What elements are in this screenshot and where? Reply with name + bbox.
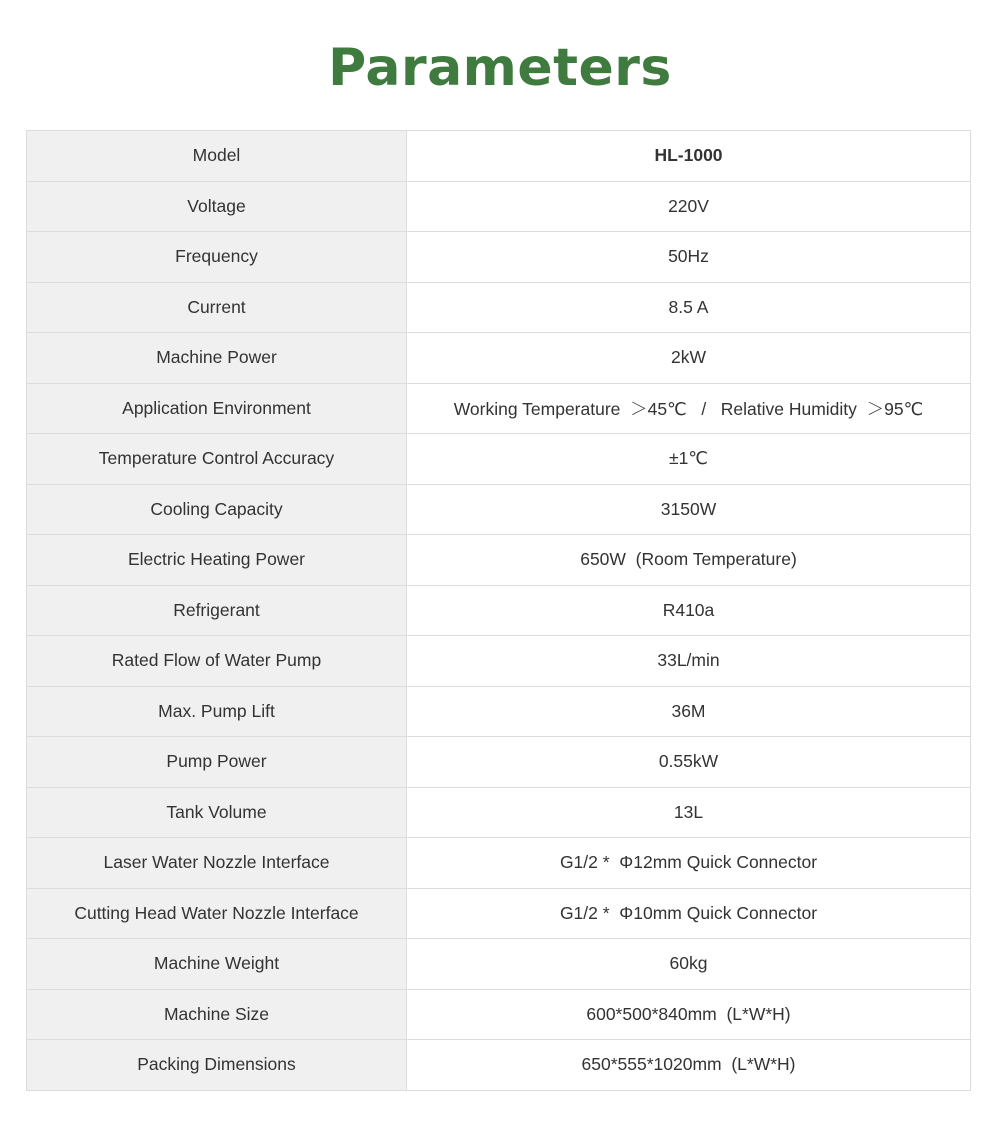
row-value [407, 131, 971, 182]
row-label [27, 434, 407, 485]
row-value-text: 50Hz [668, 246, 709, 267]
table-row [27, 888, 971, 939]
row-value-text: ±1℃ [669, 448, 708, 469]
row-value-text: 600*500*840mm (L*W*H) [586, 1003, 791, 1024]
table-row [27, 383, 971, 434]
row-label [27, 585, 407, 636]
row-label-text: Current [187, 296, 246, 317]
page-title: Parameters [328, 38, 672, 98]
row-value-text: 60kg [669, 953, 708, 974]
row-value-text: G1/2 * Φ10mm Quick Connector [559, 902, 818, 923]
row-value [407, 333, 971, 384]
table-row [27, 989, 971, 1040]
table-row [27, 333, 971, 384]
row-value-text: 3150W [660, 498, 717, 519]
row-label [27, 686, 407, 737]
row-value-text: 650*555*1020mm (L*W*H) [581, 1054, 796, 1075]
table-row [27, 181, 971, 232]
row-label-text: Rated Flow of Water Pump [111, 650, 322, 671]
table-row [27, 636, 971, 687]
row-value-text: R410a [662, 599, 715, 620]
table-row [27, 131, 971, 182]
row-label-text: Electric Heating Power [127, 549, 306, 570]
row-label [27, 333, 407, 384]
row-label [27, 282, 407, 333]
table-row [27, 232, 971, 283]
row-value-text: 36M [671, 700, 706, 721]
table-row [27, 737, 971, 788]
row-label-text: Max. Pump Lift [158, 700, 275, 721]
row-label-text: Cutting Head Water Nozzle Interface [74, 902, 359, 923]
row-value [407, 888, 971, 939]
row-value [407, 737, 971, 788]
table-row [27, 282, 971, 333]
row-label-text: Laser Water Nozzle Interface [103, 852, 330, 873]
row-value-text: 0.55kW [658, 751, 719, 772]
row-label-text: Tank Volume [166, 801, 267, 822]
row-value-text: Working Temperature ＞45℃ / Relative Humidity ＞95℃ [453, 398, 924, 419]
parameters-table-body [27, 131, 971, 1091]
row-label [27, 939, 407, 990]
row-label-text: Application Environment [122, 397, 311, 418]
row-label [27, 484, 407, 535]
table-row [27, 686, 971, 737]
row-value-text: 220V [668, 195, 709, 216]
table-row [27, 585, 971, 636]
row-label [27, 737, 407, 788]
row-label [27, 131, 407, 182]
row-label-text: Refrigerant [173, 599, 260, 620]
row-label [27, 383, 407, 434]
row-value [407, 434, 971, 485]
row-label [27, 535, 407, 586]
table-row [27, 838, 971, 889]
row-value-text: 2kW [671, 347, 706, 368]
table-row [27, 535, 971, 586]
row-label-text: Voltage [187, 195, 246, 216]
row-label-text: Frequency [175, 246, 258, 267]
row-value [407, 989, 971, 1040]
row-label [27, 989, 407, 1040]
row-label-text: Machine Power [156, 347, 277, 368]
row-label-text: Machine Weight [153, 953, 280, 974]
row-value-text: 13L [673, 801, 704, 822]
row-label [27, 232, 407, 283]
row-value [407, 232, 971, 283]
row-value-text: G1/2 * Φ12mm Quick Connector [559, 852, 818, 873]
table-row [27, 434, 971, 485]
row-label-text: Machine Size [163, 1003, 270, 1024]
row-label [27, 181, 407, 232]
row-value [407, 787, 971, 838]
row-label [27, 838, 407, 889]
row-value [407, 383, 971, 434]
row-value [407, 585, 971, 636]
row-label-text: Model [192, 145, 241, 166]
row-value [407, 181, 971, 232]
row-value [407, 1040, 971, 1091]
row-value [407, 686, 971, 737]
row-label [27, 888, 407, 939]
row-label [27, 1040, 407, 1091]
row-label-text: Packing Dimensions [137, 1054, 296, 1075]
row-value [407, 535, 971, 586]
table-row [27, 787, 971, 838]
row-label-text: Pump Power [166, 751, 267, 772]
table-row [27, 1040, 971, 1091]
parameters-table [26, 130, 971, 1091]
row-value [407, 838, 971, 889]
row-label-text: Temperature Control Accuracy [98, 448, 335, 469]
row-label [27, 787, 407, 838]
row-value [407, 484, 971, 535]
row-value-text: 8.5 A [668, 296, 709, 317]
row-value-text: 650W (Room Temperature) [580, 549, 797, 570]
row-label [27, 636, 407, 687]
row-value [407, 282, 971, 333]
row-value-text: HL-1000 [654, 145, 723, 166]
row-value-text: 33L/min [657, 650, 720, 671]
row-label-text: Cooling Capacity [150, 498, 283, 519]
table-row [27, 484, 971, 535]
row-value [407, 636, 971, 687]
table-row [27, 939, 971, 990]
row-value [407, 939, 971, 990]
